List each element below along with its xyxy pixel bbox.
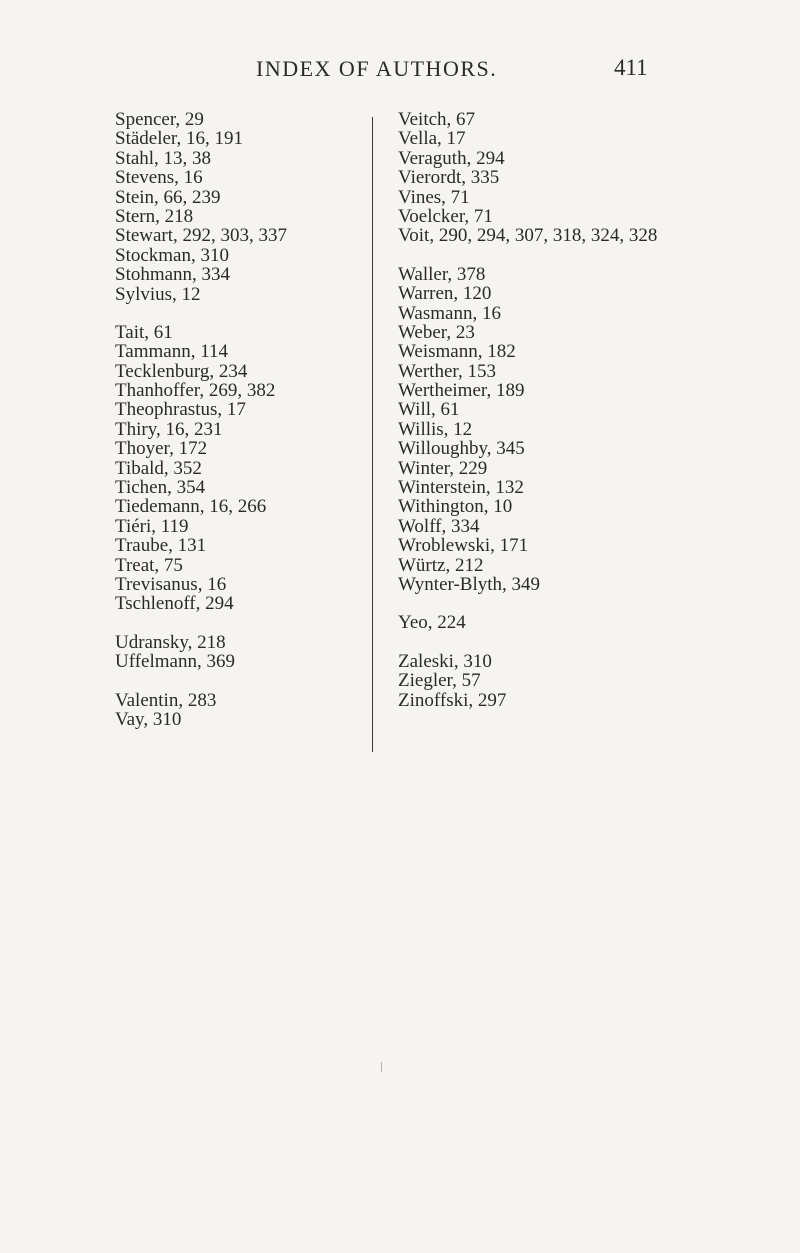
index-entry: Vierordt, 335 — [398, 167, 500, 189]
page-number: 411 — [614, 55, 648, 80]
index-entry: Ziegler, 57 — [398, 670, 481, 692]
index-entry: Zinoffski, 297 — [398, 689, 507, 711]
index-entry: Wasmann, 16 — [398, 302, 501, 324]
index-entry: Tiedemann, 16, 266 — [115, 496, 267, 518]
column-divider — [372, 117, 373, 752]
index-entry: Tecklenburg, 234 — [115, 360, 248, 382]
index-entry: Wertheimer, 189 — [398, 380, 525, 402]
index-entry: Stein, 66, 239 — [115, 186, 221, 208]
index-entry-group — [398, 110, 788, 246]
index-entry: Withington, 10 — [398, 496, 513, 518]
index-entry: Voit, 290, 294, 307, 318, 324, 328 — [398, 225, 658, 247]
index-entry: Udransky, 218 — [115, 631, 226, 653]
index-entry: Wolff, 334 — [398, 515, 480, 537]
index-entry: Stahl, 13, 38 — [115, 147, 212, 169]
index-entry-group — [398, 652, 788, 710]
index-entry: Thiry, 16, 231 — [115, 418, 223, 440]
index-column-right — [398, 110, 788, 729]
index-column-left — [115, 110, 360, 748]
index-entry: Willoughby, 345 — [398, 438, 525, 460]
index-entry: Treat, 75 — [115, 554, 183, 576]
index-entry: Tibald, 352 — [115, 457, 202, 479]
index-entry: Vella, 17 — [398, 128, 466, 150]
index-entry: Werther, 153 — [398, 360, 496, 382]
index-entry: Thanhoffer, 269, 382 — [115, 380, 276, 402]
index-entry: Zaleski, 310 — [398, 650, 492, 672]
index-entry: Veraguth, 294 — [398, 147, 505, 169]
index-entry: Stockman, 310 — [115, 244, 229, 266]
index-entry: Uffelmann, 369 — [115, 651, 235, 673]
index-entry: Sylvius, 12 — [115, 283, 201, 305]
index-entry-group — [115, 323, 360, 614]
index-entry: Valentin, 283 — [115, 689, 217, 711]
index-entry: Tiéri, 119 — [115, 515, 189, 537]
index-entry: Trevisanus, 16 — [115, 573, 227, 595]
index-entry: Tait, 61 — [115, 321, 173, 343]
index-entry: Willis, 12 — [398, 418, 473, 440]
index-entry-group — [398, 613, 788, 632]
index-entry: Theophrastus, 17 — [115, 399, 246, 421]
index-entry: Traube, 131 — [115, 535, 207, 557]
index-entry: Tschlenoff, 294 — [115, 593, 234, 615]
index-entry: Tichen, 354 — [115, 477, 206, 499]
index-entry: Stevens, 16 — [115, 167, 203, 189]
index-entry: Vines, 71 — [398, 186, 470, 208]
index-entry: Veitch, 67 — [398, 109, 476, 130]
index-entry-group — [115, 633, 360, 672]
stray-mark — [381, 1062, 382, 1072]
index-entry: Will, 61 — [398, 399, 460, 421]
index-entry: Tammann, 114 — [115, 341, 228, 363]
index-entry-group — [115, 691, 360, 730]
index-entry: Winter, 229 — [398, 457, 488, 479]
index-entry: Thoyer, 172 — [115, 438, 208, 460]
index-entry: Spencer, 29 — [115, 109, 204, 130]
index-entry: Warren, 120 — [398, 283, 492, 305]
index-entry: Würtz, 212 — [398, 554, 484, 576]
index-entry: Stern, 218 — [115, 205, 194, 227]
index-entry-group — [115, 110, 360, 304]
index-entry: Stohmann, 334 — [115, 264, 231, 286]
index-entry: Stewart, 292, 303, 337 — [115, 225, 288, 247]
index-entry: Städeler, 16, 191 — [115, 128, 243, 150]
index-entry: Weber, 23 — [398, 321, 475, 343]
page-header — [0, 50, 800, 84]
index-entry: Voelcker, 71 — [398, 205, 493, 227]
running-title: INDEX OF AUTHORS. — [256, 56, 498, 81]
index-entry-group — [398, 265, 788, 595]
index-entry: Wynter-Blyth, 349 — [398, 573, 541, 595]
index-entry: Wroblewski, 171 — [398, 535, 529, 557]
index-entry: Waller, 378 — [398, 263, 486, 285]
index-entry: Winterstein, 132 — [398, 477, 524, 499]
index-entry: Vay, 310 — [115, 708, 182, 730]
index-entry: Weismann, 182 — [398, 341, 516, 363]
index-entry: Yeo, 224 — [398, 612, 466, 634]
